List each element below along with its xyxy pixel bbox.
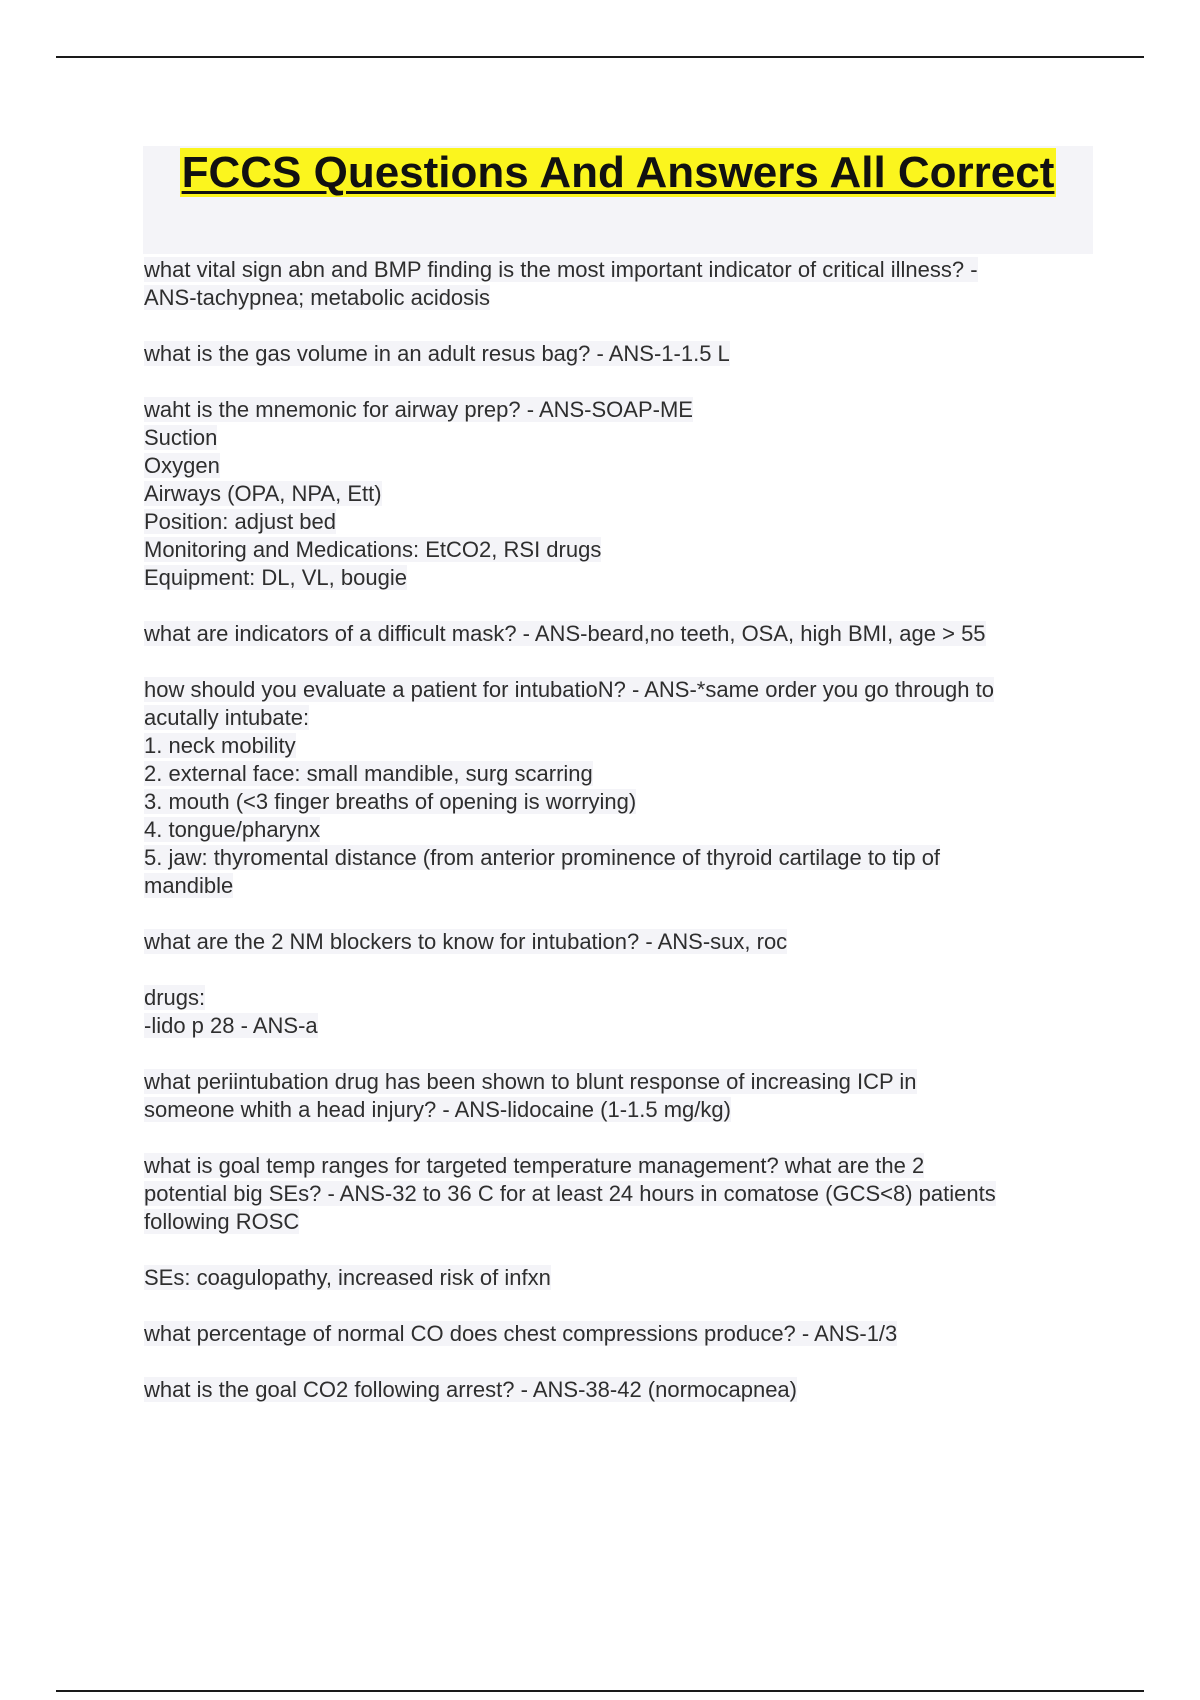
qa-line: ANS-tachypnea; metabolic acidosis [144, 285, 491, 310]
qa-line: 4. tongue/pharynx [144, 817, 321, 842]
qa-entry [144, 928, 1094, 956]
qa-line: Monitoring and Medications: EtCO2, RSI drugs [144, 537, 602, 562]
qa-content [144, 256, 1094, 1432]
qa-line: what percentage of normal CO does chest compressions produce? - ANS-1/3 [144, 1321, 898, 1346]
qa-line: 3. mouth (<3 finger breaths of opening is worrying) [144, 789, 637, 814]
qa-line: Oxygen [144, 453, 220, 478]
qa-entry [144, 1376, 1094, 1404]
qa-line: 2. external face: small mandible, surg scarring [144, 761, 593, 786]
qa-entry [144, 1320, 1094, 1348]
qa-line: mandible [144, 873, 234, 898]
qa-line: -lido p 28 - ANS-a [144, 1013, 318, 1038]
qa-line: what vital sign abn and BMP finding is the most important indicator of critical illness? - [144, 257, 978, 282]
qa-entry [144, 256, 1094, 312]
qa-line: SEs: coagulopathy, increased risk of infxn [144, 1265, 551, 1290]
qa-line: potential big SEs? - ANS-32 to 36 C for at least 24 hours in comatose (GCS<8) patients [144, 1181, 996, 1206]
qa-line: what are the 2 NM blockers to know for intubation? - ANS-sux, roc [144, 929, 788, 954]
qa-line: what is the gas volume in an adult resus bag? - ANS-1-1.5 L [144, 341, 730, 366]
qa-line: 5. jaw: thyromental distance (from anterior prominence of thyroid cartilage to tip of [144, 845, 941, 870]
qa-line: following ROSC [144, 1209, 300, 1234]
qa-line: waht is the mnemonic for airway prep? - ANS-SOAP-ME [144, 397, 693, 422]
qa-line: what are indicators of a difficult mask? - ANS-beard,no teeth, OSA, high BMI, age > 55 [144, 621, 986, 646]
qa-line: what periintubation drug has been shown to blunt response of increasing ICP in [144, 1069, 917, 1094]
qa-line: how should you evaluate a patient for intubatioN? - ANS-*same order you go through to [144, 677, 994, 702]
qa-entry [144, 1068, 1094, 1124]
qa-entry [144, 340, 1094, 368]
bottom-rule [56, 1690, 1144, 1692]
qa-line: what is goal temp ranges for targeted temperature management? what are the 2 [144, 1153, 925, 1178]
qa-entry [144, 1264, 1094, 1292]
page-title [143, 146, 1093, 200]
qa-line: Suction [144, 425, 218, 450]
qa-line: 1. neck mobility [144, 733, 296, 758]
qa-line: drugs: [144, 985, 206, 1010]
qa-line: someone whith a head injury? - ANS-lidocaine (1-1.5 mg/kg) [144, 1097, 731, 1122]
qa-line: Equipment: DL, VL, bougie [144, 565, 407, 590]
page-title-text: FCCS Questions And Answers All Correct [181, 148, 1055, 197]
qa-line: acutally intubate: [144, 705, 310, 730]
top-rule [56, 56, 1144, 58]
qa-entry [144, 1152, 1094, 1236]
qa-entry [144, 984, 1094, 1040]
qa-line: what is the goal CO2 following arrest? - ANS-38-42 (normocapnea) [144, 1377, 797, 1402]
qa-line: Airways (OPA, NPA, Ett) [144, 481, 382, 506]
qa-entry [144, 676, 1094, 900]
qa-line: Position: adjust bed [144, 509, 337, 534]
qa-entry [144, 396, 1094, 592]
qa-entry [144, 620, 1094, 648]
